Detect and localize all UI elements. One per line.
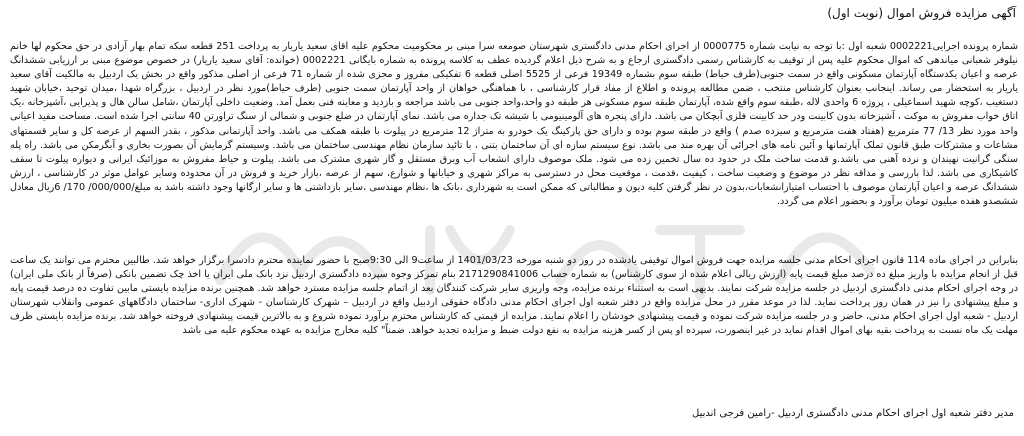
notice-paragraph-1: شماره پرونده اجرایی0002221 شعبه اول :با توجه به نیابت شماره 0000775 از اجرای احکام مدنی دادگستری شهرستان صومعه سرا مبنی بر محکومیت محکوم علیه اقای سعید یاریار به پرداخت 251 قطعه سکه تمام بهار آزادی در حق محکوم لها خانم نیلوفر شعبانی میاندهی که اموال محکوم علیه پس از توقیف به کارشناس رسمی دادگستری ارجاع و به شرح ذیل اعلام گردیده عطف به کلاسه پرونده به شماره بایگانی 0002221 (خوانده: آقای سعید یاریار) در خصوص موضوع مبنی بر ارزیابی ششدانگ عرصه و اعیان یکدستگاه آپارتمان مسکونی واقع در سمت جنوبی(طرف حیاط) طبقه سوم بشماره 19349 فرعی از 5525 اصلی قطعه 6 تفکیکی مفروز و مجزی شده از شماره 71 فرعی از اصلی مذکور واقع در بخش یک اردبیل به مالکیت آقای سعید یاریار به استحضار می رساند. اینجانب بعنوان کارشناس منتخب ، ضمن مطالعه پرونده و اطلاع از مفاد قرار کارشناسی ، با هماهنگی خواهان از واحد آپارتمان سمت جنوبی (طرف حیاط)مورد نظر در اردبیل ، بزرگراه شهدا ،میدان توحید ،خیابان شهید دستغیب ،کوچه شهید اسماعیلی ، پروژه 6 واحدی لاله ،طبقه سوم واقع شده، آپارتمان طبقه سوم مسکونی هر طبقه دو واحد،واحد جنوبی می باشد مراجعه و بازدید و معاینه فنی بعمل آمد. وضعیت داخلی آپارتمان ،شامل سالن هال و پذیرایی ،آشپزخانه ،یک اتاق خواب مفروش به موکت ، آشپزخانه بدون کابینت ودر حد کابینت فلزی آبچکان می باشد. دارای پنجره های آلومینیومی با شیشه تک جداره می باشد. نمای آپارتمان در ضلع جنوبی و شمالی از سنگ تراورتن 40 سانتی اجرا شده است. مساحت مفید اعیانی واحد مورد نظر 13/ 77 مترمربع (هفتاد هفت مترمربع و سیزده صدم ) واقع در طبقه سوم بوده و دارای حق پارکینگ یک خودرو به متراژ 12 مترمربع در پیلوت با طبقه همکف می باشد. واحد آپارتمانی مذکور ، بقدر السهم از عرصه کل و سایر قسمتهای مشاعات و مشترکات طبق قانون تملک آپارتمانها و آئین نامه های اجرائی آن بهره مند می باشد. نوع سیستم سازه ای آن ساختمان بتنی ، با تائید سازمان نظام مهندسی ساختمان می باشد. وسیستم گرمایش آن بصورت بخاری و آبگرمکن می باشد. راه پله سنگی گرانیت نهیندان و نرده آهنی می باشد.و قدمت ساخت ملک در حدود ده سال تخمین زده می شود. ملک موصوف دارای انشعاب آب وبرق مستقل و گاز شهری مشترک می باشد. پیلوت و حیاط مفروش به موزائیک ایرانی و دیواره پیلوت تا سقف کاشیکاری می باشد. لذا باررسی و مداقه نظر در موضوع و وضعیت ساخت ، کیفیت ،قدمت ، موقعیت محل در دسترسی به مراکز شهری و خیابانها و شوارع، سهم از عرصه ،بازار خرید و فروش در آن محدوده وسایر عوامل موثر در کارشناسی ، ارزش ششدانگ عرصه و اعیان آپارتمان موصوف با احتساب امتیازانشعابات،بدون در نظر گرفتن کلیه دیون و مطالباتی که ممکن است به شهرداری ،بانک ها ،نظام مهندسی ،سایر بازداشتی ها و سایر ارگانها وجود داشته باشد به مبلغ/000/000/ 170/ 6ریال معادل ششصدو هفده میلیون تومان برآورد و بحضور اعلام می گردد.	[10, 41, 1019, 208]
notice-title: آگهی مزایده فروش اموال (نوبت اول)	[827, 6, 1016, 20]
notice-paragraph-2: بنابراین در اجرای ماده 114 قانون اجرای احکام مدنی جلسه مزایده جهت فروش اموال توقیفی یادشده در روز دو شنبه مورخه 1401/03/23 از ساعت9 الی 9:30صبح با حضور نماینده محترم دادسرا برگزار خواهد شد. طالبین محترم می توانند یک ساعت قبل از انجام مزایده با واریز مبلغ ده درصد مبلغ قیمت پایه (ارزش ریالی اعلام شده از سوی کارشناس) به شماره حساب 2171290841006 بنام تمرکز وجوه سپرده دادگستری اردبیل نزد بانک ملی ایران یا اخذ چک تضمین بانکی (صرفاً از بانک ملی ایران) در وجه اجرای احکام مدنی دادگستری اردبیل در جلسه مزایده شرکت نمایند. بدیهی است به استثناء برنده مزایده، وجه واریزی سایر شرکت کنندگان بعد از اتمام جلسه مزایده مسترد خواهد شد. همچنین برنده مزایده بایستی مابین تفاوت ده درصد قیمت پایه و مبلغ پیشنهادی را نیز در همان روز پرداخت نماید. لذا در موعد مقرر در محل مزایده واقع در دفتر شعبه اول اجرای احکام مدنی دادگاه حقوقی اردبیل واقع در اردبیل – شهرک کارشناسان - شهرک اداری- ساختمان دادگاههای عمومی وانقلاب شهرستان اردبیل - شعبه اول اجرای احکام مدنی، حاضر و در جلسه مزایده شرکت نموده و قیمت پیشنهادی خودشان را اعلام نمایند. مزایده از قیمتی که کارشناس محترم برآورد نموده شروع و به بالاترین قیمت پیشنهادی فروخته خواهد شد. برنده مزایده بایستی ظرف مهلت یک ماه نسبت به پرداخت بقیه بهای اموال اقدام نماید در غیر اینصورت، سپرده او پس از کسر هزینه مزایده به نفع دولت ضبط و مزایده تجدید خواهد. ضمناً" کلیه مخارج مزایده به عهده محکوم علیه می باشد	[10, 255, 1018, 337]
notice-footer-signature: مدیر دفتر شعبه اول اجرای احکام مدنی دادگستری اردبیل -رامین فرجی اندبیل	[692, 408, 1014, 419]
